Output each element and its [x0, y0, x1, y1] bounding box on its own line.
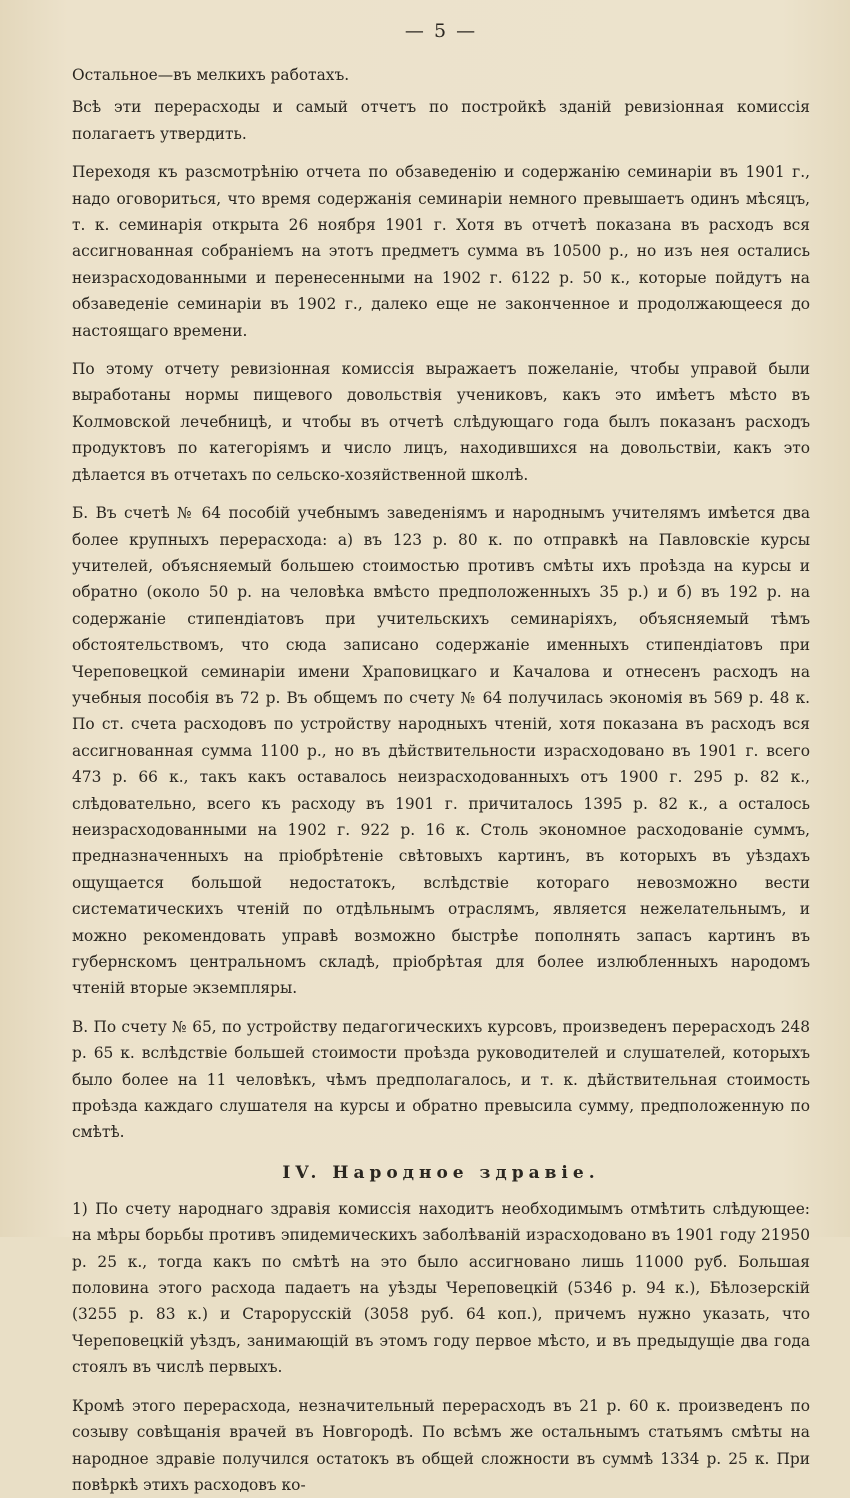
paragraph: В. По счету № 65, по устройству педагогическихъ курсовъ, произведенъ перерасходъ 248 р. 65 к. вслѣдствіе большей стоимости проѣзда руководителей и слушателей, которыхъ было более на 11 человѣкъ, чѣмъ предполагалось, и т. к. дѣйствительная стоимость проѣзда каждаго слушателя на курсы и обратно превысила сумму, предположенную по смѣтѣ. — [72, 1017, 810, 1142]
paragraph: Всѣ эти перерасходы и самый отчетъ по постройкѣ зданій ревизіонная комиссія полагаетъ утвердить. — [72, 98, 810, 143]
section-title: IV. Народное здравіе. — [282, 1162, 600, 1183]
paragraph: Переходя къ разсмотрѣнію отчета по обзаведенію и содержанію семинаріи въ 1901 г., надо оговориться, что время содержанія семинаріи немного превышаетъ одинъ мѣсяцъ, т. к. семинарія открыта 26 ноября 1901 г. Хотя въ отчетѣ показана въ расходъ вся ассигнованная собраніемъ на этотъ предметъ сумма въ 10500 р., но изъ нея остались неизрасходованными и перенесенными на 1902 г. 6122 р. 50 к., которые пойдутъ на обзаведеніе семинаріи въ 1902 г., далеко еще не законченное и продолжающееся до настоящаго времени. — [72, 163, 810, 340]
paragraph: Б. Въ счетѣ № 64 пособій учебнымъ заведеніямъ и народнымъ учителямъ имѣется два более крупныхъ перерасхода: а) въ 123 р. 80 к. по отправкѣ на Павловскіе курсы учителей, объясняемый большею стоимостью противъ смѣты ихъ проѣзда на курсы и обратно (около 50 р. на человѣка вмѣсто предположенныхъ 35 р.) и б) въ 192 р. на содержаніе стипендіатовъ при учительскихъ семинаріяхъ, объясняемый тѣмъ обстоятельствомъ, что сюда записано содержаніе именныхъ стипендіатовъ при Череповецкой семинаріи имени Храповицкаго и Качалова и отнесенъ расходъ на учебныя пособія въ 72 р. Въ общемъ по счету № 64 получилась экономія въ 569 р. 48 к. По ст. счета расходовъ по устройству народныхъ чтеній, хотя показана въ расходъ вся ассигнованная сумма 1100 р., но въ дѣйствительности израсходовано въ 1901 г. всего 473 р. 66 к., такъ какъ оставалось неизрасходованныхъ отъ 1900 г. 295 р. 82 к., слѣдовательно, всего къ расходу въ 1901 г. причиталось 1395 р. 82 к., а осталось неизрасходованными на 1902 г. 922 р. 16 к. Столь экономное расходованіе суммъ, предназначенныхъ на пріобрѣтеніе свѣтовыхъ картинъ, въ которыхъ въ уѣздахъ ощущается большой недостатокъ, вслѣдствіе котораго невозможно вести систематическихъ чтеній по отдѣльнымъ отраслямъ, является нежелательнымъ, и можно рекомендовать управѣ возможно быстрѣе пополнять запасъ картинъ въ губернскомъ центральномъ складѣ, пріобрѣтая для более излюбленныхъ народомъ чтеній вторые экземпляры. — [72, 504, 810, 998]
paragraph: Остальное—въ мелкихъ работахъ. — [72, 66, 350, 84]
paragraph: Кромѣ этого перерасхода, незначительный перерасходъ въ 21 р. 60 к. произведенъ по созыву совѣщанія врачей въ Новгородѣ. По всѣмъ же остальнымъ статьямъ смѣты на народное здравіе получился остатокъ въ общей сложности въ суммѣ 1334 р. 25 к. При повѣркѣ этихъ расходовъ ко- — [72, 1396, 810, 1494]
paragraph: По этому отчету ревизіонная комиссія выражаетъ пожеланіе, чтобы управой были выработаны нормы пищевого довольствія учениковъ, какъ это имѣетъ мѣсто въ Колмовской лечебницѣ, и чтобы въ отчетѣ слѣдующаго года былъ показанъ расходъ продуктовъ по категоріямъ и число лицъ, находившихся на довольствіи, какъ это дѣлается въ отчетахъ по сельско-хозяйственной школѣ. — [72, 360, 810, 484]
page-number: — 5 — — [404, 20, 478, 42]
paragraph: 1) По счету народнаго здравія комиссія находитъ необходимымъ отмѣтить слѣдующее: на мѣры борьбы противъ эпидемическихъ заболѣваній израсходовано въ 1901 году 21950 р. 25 к., тогда какъ по смѣтѣ на это было ассигновано лишь 11000 руб. Большая половина этого расхода падаетъ на уѣзды Череповецкій (5346 р. 94 к.), Бѣлозерскій (3255 р. 83 к.) и Старорусскій (3058 руб. 64 коп.), причемъ нужно указать, что Череповецкій уѣздъ, занимающій въ этомъ году первое мѣсто, и въ предыдущіе два года стоялъ въ числѣ первыхъ. — [72, 1199, 810, 1377]
